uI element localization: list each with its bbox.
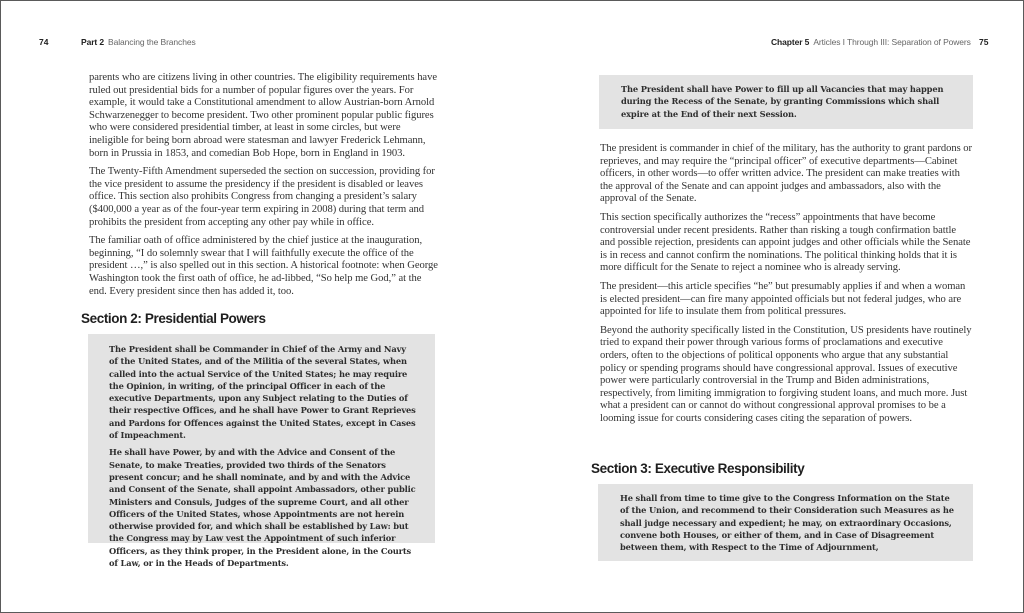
chapter-title: Articles I Through III: Separation of Powers: [813, 37, 971, 47]
page-number-right: 75: [979, 37, 989, 47]
right-body-column: [600, 143, 972, 431]
constitution-quote-box-bottom: [598, 484, 973, 561]
body-paragraph: This section specifically authorizes the “recess” appointments that have become controversial under recent presidents. Rather than risking a tough confirmation battle and possible rejection, presidents can appoint judges and other officials while the Senate is in recess and cannot confirm the nominations. The political thinking holds that it is more difficult for the Senate to reject a nominee who is already serving.: [600, 211, 971, 274]
body-paragraph: The president—this article specifies “he” but presumably applies if and when a woman is elected president—can fire many appointed officials but not federal judges, who are appointed for life to insulate them from political pressures.: [600, 280, 966, 318]
quote-paragraph: He shall from time to time give to the Congress Information on the State of the Union, and recommend to their Consideration such Measures as he shall judge necessary and expedient; he may, on extraordinary Occasions, convene both Houses, or either of them, and in Case of Disagreement between them, with Respect to the Time of Adjournment,: [620, 493, 954, 553]
body-paragraph: Beyond the authority specifically listed in the Constitution, US presidents have routinely tried to expand their power through various forms of proclamations and executive orders, often to the objections of political opponents who argue that any substantial policy or spending programs should have congressional approval. Issues of executive power were particularly controversial in the Trump and Biden administrations, respectively, from limiting immigration to forgiving student loans, and much more. Just what a president can or cannot do without congressional approval promises to be a looming issue for courts considering cases citing the separation of powers.: [600, 324, 972, 424]
running-head-right: [771, 37, 971, 47]
running-head-left: [81, 37, 196, 47]
page-number-left: 74: [39, 37, 49, 47]
chapter-label: Chapter 5: [771, 37, 810, 47]
constitution-quote-box-top: [599, 75, 973, 129]
quote-paragraph: The President shall be Commander in Chief of the Army and Navy of the United States, and of the Militia of the several States, when called into the actual Service of the United States; he may require the Opinion, in writing, of the principal Officer in each of the executive Departments, upon any Subject relating to the Duties of their respective Offices, and he shall have Power to Grant Reprieves and Pardons for Offences against the United States, except in Cases of Impeachment.: [109, 344, 416, 441]
section-heading-presidential-powers: Section 2: Presidential Powers: [81, 311, 266, 326]
left-body-column: [89, 72, 439, 304]
section-heading-executive-responsibility: Section 3: Executive Responsibility: [591, 461, 805, 476]
body-paragraph: The Twenty-Fifth Amendment superseded the section on succession, providing for the vice president to assume the presidency if the president is disabled or leaves office. This section also prohibits Congress from changing a president’s salary ($400,000 a year as of the four-year term expiring in 2008) during that term and prohibits the president from accepting any other pay while in office.: [89, 166, 435, 228]
body-paragraph: The president is commander in chief of the military, has the authority to grant pardons or reprieves, and may require the “principal officer” of executive departments—Cabinet officers, in other words—to offer written advice. The president can make treaties with the approval of the Senate and can appoint judges and ambassadors, also with the approval of the Senate.: [600, 143, 972, 205]
body-paragraph: The familiar oath of office administered by the chief justice at the inauguration, beginning, “I do solemnly swear that I will faithfully execute the office of the president …,” is also spelled out in this section. A historical footnote: when George Washington took the first oath of office, he ad-libbed, “So help me God,” at the end. Every president since then has added it, too.: [89, 235, 438, 297]
body-paragraph: parents who are citizens living in other countries. The eligibility requirements have ruled out presidential bids for a number of popular figures over the years. For example, it would take a Constitutional amendment to allow Austrian-born Arnold Schwarzenegger to become president. Two other prominent popular public figures who were considered presidential timber, at least in some circles, but were ineligible for being born abroad were statesman and lawyer Frederick Lehmann, born in Prussia in 1853, and comedian Bob Hope, born in England in 1903.: [89, 72, 437, 159]
constitution-quote-box: [88, 334, 435, 569]
part-label: Part 2: [81, 37, 105, 47]
quote-paragraph: He shall have Power, by and with the Advice and Consent of the Senate, to make Treaties, provided two thirds of the Senators present concur; and he shall nominate, and by and with the Advice and Consent of the Senate, shall appoint Ambassadors, other public Ministers and Consuls, Judges of the supreme Court, and all other Officers of the United States, whose Appointments are not herein otherwise provided for, and which shall be established by Law: but the Congress may by Law vest the Appointment of such inferior Officers, as they think proper, in the President alone, in the Courts of Law, or in the Heads of Departments.: [109, 447, 416, 569]
quote-paragraph: The President shall have Power to fill up all Vacancies that may happen during the Recess of the Senate, by granting Commissions which shall expire at the End of their next Session.: [621, 84, 944, 119]
part-title: Balancing the Branches: [108, 37, 196, 47]
